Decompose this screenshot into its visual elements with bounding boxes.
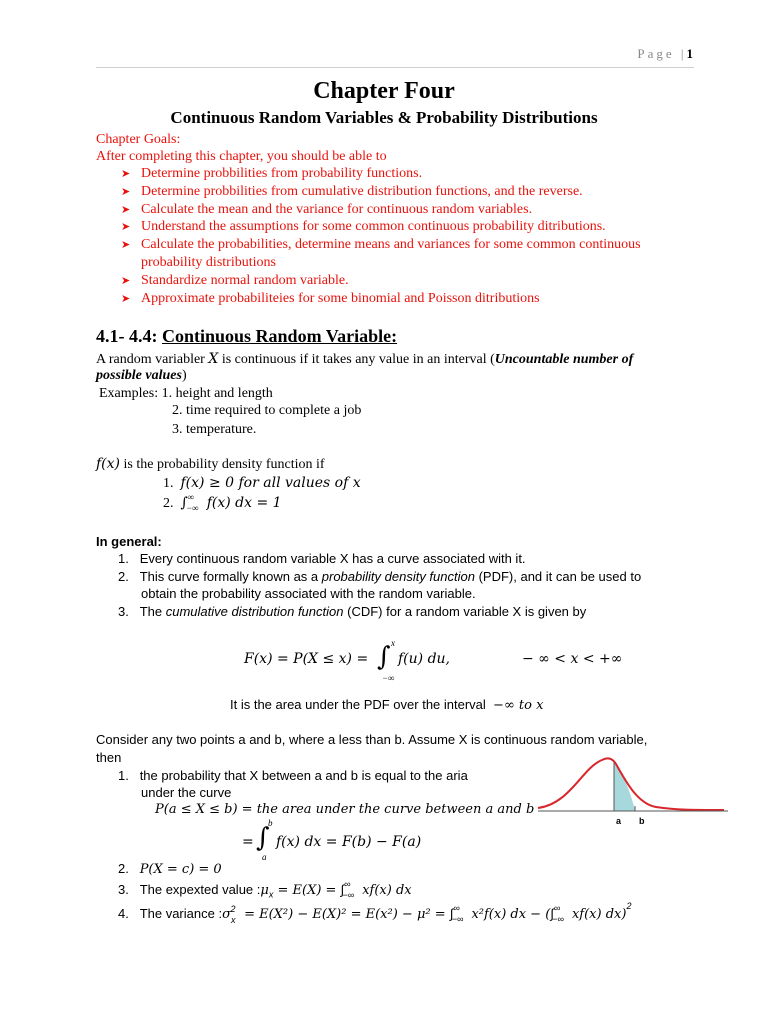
property-2: 2. P(X = c) = 0 [118, 861, 222, 877]
chapter-subtitle: Continuous Random Variables & Probability Distributions [170, 108, 598, 127]
property-1-line-2: under the curve [141, 785, 232, 800]
goal-item: ➤ Approximate probabiliteies for some binomial and Poisson ditributions [121, 291, 540, 306]
goal-item: ➤ Standardize normal random variable. [121, 273, 349, 288]
example-item: 3. temperature. [172, 422, 257, 437]
section-heading: 4.1- 4.4: Continuous Random Variable: [96, 326, 398, 346]
integral-lower-limit: a [262, 852, 267, 862]
area-under-curve-ab [614, 763, 635, 811]
goals-intro: After completing this chapter, you should be able to [96, 149, 387, 164]
cdf-range: − ∞ < x < +∞ [522, 651, 623, 667]
cdf-rhs: f(u) du, [398, 651, 451, 667]
property-1-eq-lhs: = [242, 834, 254, 850]
goals-heading: Chapter Goals: [96, 132, 181, 147]
pdf-intro: f(x) is the probability density function if [96, 456, 325, 472]
arrow-bullet-icon: ➤ [121, 186, 131, 198]
definition-line: A random variabler X is continuous if it takes any value in an interval (Uncountable number of [96, 351, 634, 367]
chapter-title: Chapter Four [313, 78, 455, 104]
property-1: 1. the probability that X between a and b is equal to the aria [118, 768, 468, 783]
goal-item: ➤ Determine probbilities from cumulative distribution functions, and the reverse. [121, 184, 583, 199]
integral-lower-limit: −∞ [382, 673, 395, 683]
goal-item: ➤ Calculate the mean and the variance for continuous random variables. [121, 202, 533, 217]
arrow-bullet-icon: ➤ [121, 168, 131, 180]
pdf-condition-2: 2. $\int^\infty_{-\infty}$ f(x) dx = 1 [163, 492, 282, 513]
property-1-equation: P(a ≤ X ≤ b) = the area under the curve between a and b [155, 802, 535, 817]
consider-line-2: then [96, 750, 122, 765]
arrow-bullet-icon: ➤ [121, 221, 131, 233]
integral-sign: ∫ [256, 823, 270, 853]
arrow-bullet-icon: ➤ [121, 275, 131, 287]
property-1-eq-rhs: f(x) dx = F(b) − F(a) [276, 834, 422, 850]
area-note: It is the area under the PDF over the interval −∞ to x [230, 697, 544, 713]
goal-item: ➤ Calculate the probabilities, determine means and variances for some common continuous [121, 237, 641, 252]
goal-item: ➤ Understand the assumptions for some common continuous probability ditributions. [121, 219, 606, 234]
general-item-2: 2. This curve formally known as a probability density function (PDF), and it can be used to [118, 569, 642, 584]
cdf-lhs: F(x) = P(X ≤ x) = [244, 651, 369, 667]
header-rule [96, 67, 694, 68]
example-item: 2. time required to complete a job [172, 403, 362, 418]
property-4: 4. The variance $:\sigma_x^2 = E(X^2) - E(X)^2 = E(x^2) - \mu^2 = \int^\infty_{-\infty}$ x²f(x) dx − ($\int^\infty_{-\infty}$ xf(x) dx)$^2$ [118, 901, 632, 925]
integral-sign: ∫ [377, 642, 391, 672]
property-3: 3. The expexted value $:\mu_x = E(X) = \int^\infty_{-\infty}$ xf(x) dx [118, 879, 412, 900]
examples-label: Examples: 1. height and length [99, 386, 273, 401]
general-item-2-line-2: obtain the probability associated with the random variable. [141, 586, 476, 601]
label-b: b [639, 816, 645, 826]
consider-line-1: Consider any two points a and b, where a less than b. Assume X is continuous random variable, [96, 732, 648, 747]
bell-curve-figure [534, 752, 730, 828]
arrow-bullet-icon: ➤ [121, 239, 131, 251]
pdf-condition-1: 1. f(x) ≥ 0 for all values of x [163, 475, 361, 491]
goal-item-continued: probability distributions [141, 255, 276, 270]
general-item-1: 1. Every continuous random variable X has a curve associated with it. [118, 551, 526, 566]
general-item-3: 3. The cumulative distribution function (CDF) for a random variable X is given by [118, 604, 587, 619]
integral-upper-limit: x [391, 638, 395, 648]
general-heading: In general: [96, 534, 162, 549]
label-a: a [616, 816, 622, 826]
definition-line-2: possible values) [96, 368, 187, 383]
integral-upper-limit: b [268, 818, 273, 828]
page-label: Page |1 [637, 46, 694, 61]
arrow-bullet-icon: ➤ [121, 293, 131, 305]
goal-item: ➤ Determine probbilities from probability functions. [121, 166, 423, 181]
arrow-bullet-icon: ➤ [121, 204, 131, 216]
